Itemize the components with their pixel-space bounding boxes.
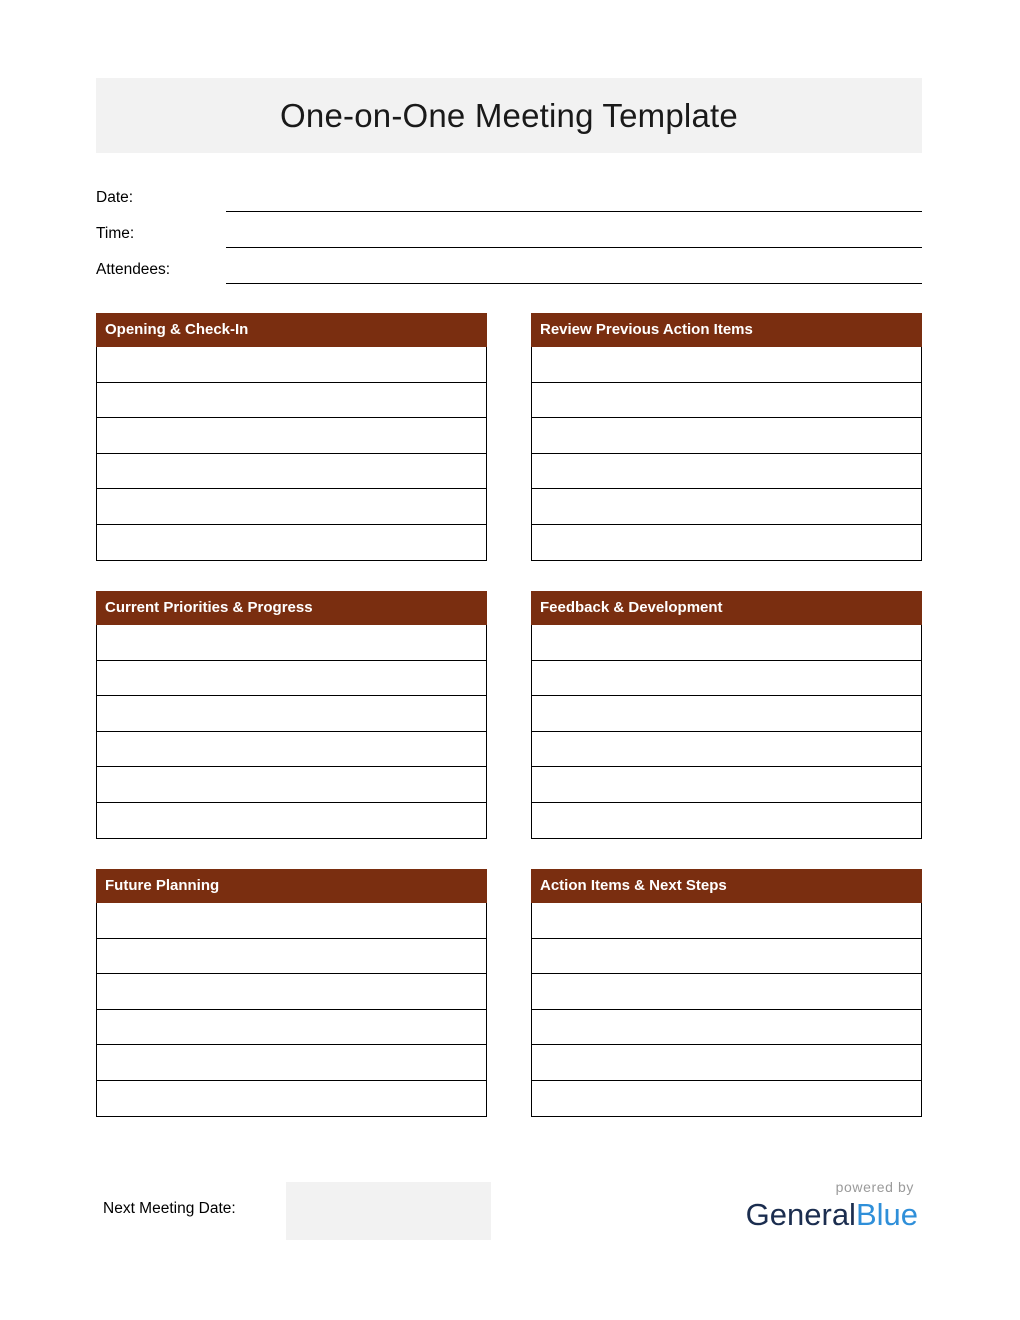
section-writing-rows	[96, 625, 487, 839]
meta-row-time	[96, 212, 922, 248]
section-title: Feedback & Development	[531, 591, 922, 625]
table-row[interactable]	[97, 347, 486, 383]
table-row[interactable]	[532, 661, 921, 697]
section-current-priorities-progress	[96, 591, 487, 839]
section-feedback-development	[531, 591, 922, 839]
table-row[interactable]	[532, 418, 921, 454]
table-row[interactable]	[532, 383, 921, 419]
table-row[interactable]	[97, 803, 486, 839]
date-input-line[interactable]	[226, 183, 922, 212]
table-row[interactable]	[532, 939, 921, 975]
powered-by-label: powered by	[835, 1179, 914, 1195]
attendees-label: Attendees:	[96, 261, 171, 278]
table-row[interactable]	[97, 418, 486, 454]
table-row[interactable]	[97, 1010, 486, 1046]
table-row[interactable]	[97, 489, 486, 525]
section-writing-rows	[531, 903, 922, 1117]
table-row[interactable]	[532, 1010, 921, 1046]
table-row[interactable]	[97, 939, 486, 975]
brand-logo	[662, 1178, 922, 1233]
table-row[interactable]	[532, 803, 921, 839]
table-row[interactable]	[97, 767, 486, 803]
meta-fields	[96, 176, 922, 284]
table-row[interactable]	[532, 903, 921, 939]
table-row[interactable]	[97, 696, 486, 732]
section-title: Action Items & Next Steps	[531, 869, 922, 903]
attendees-input-line[interactable]	[226, 255, 922, 284]
table-row[interactable]	[97, 974, 486, 1010]
table-row[interactable]	[97, 454, 486, 490]
table-row[interactable]	[97, 661, 486, 697]
table-row[interactable]	[97, 1045, 486, 1081]
section-title: Current Priorities & Progress	[96, 591, 487, 625]
table-row[interactable]	[532, 1045, 921, 1081]
section-title: Future Planning	[96, 869, 487, 903]
table-row[interactable]	[532, 767, 921, 803]
table-row[interactable]	[97, 383, 486, 419]
section-writing-rows	[96, 903, 487, 1117]
page-title-banner	[96, 78, 922, 153]
table-row[interactable]	[532, 974, 921, 1010]
sections-row-1	[96, 313, 922, 561]
table-row[interactable]	[532, 347, 921, 383]
table-row[interactable]	[532, 454, 921, 490]
meta-row-date	[96, 176, 922, 212]
next-meeting-date-field[interactable]	[286, 1182, 491, 1240]
table-row[interactable]	[97, 1081, 486, 1117]
section-title: Review Previous Action Items	[531, 313, 922, 347]
section-opening-check-in	[96, 313, 487, 561]
footer	[96, 1178, 922, 1248]
brand-name-first: General	[745, 1197, 856, 1232]
section-title: Opening & Check-In	[96, 313, 487, 347]
brand-name	[662, 1197, 918, 1233]
date-label: Date:	[96, 189, 134, 206]
section-action-items-next-steps	[531, 869, 922, 1117]
table-row[interactable]	[532, 525, 921, 561]
page-title: One-on-One Meeting Template	[280, 96, 738, 134]
section-writing-rows	[531, 625, 922, 839]
table-row[interactable]	[97, 732, 486, 768]
section-writing-rows	[531, 347, 922, 561]
table-row[interactable]	[97, 625, 486, 661]
section-future-planning	[96, 869, 487, 1117]
time-input-line[interactable]	[226, 219, 922, 248]
table-row[interactable]	[532, 489, 921, 525]
table-row[interactable]	[97, 903, 486, 939]
section-review-previous-action-items	[531, 313, 922, 561]
sections-row-2	[96, 591, 922, 839]
table-row[interactable]	[532, 625, 921, 661]
table-row[interactable]	[97, 525, 486, 561]
section-writing-rows	[96, 347, 487, 561]
next-meeting-date-label: Next Meeting Date:	[103, 1200, 236, 1217]
table-row[interactable]	[532, 732, 921, 768]
meta-row-attendees	[96, 248, 922, 284]
table-row[interactable]	[532, 1081, 921, 1117]
time-label: Time:	[96, 225, 135, 242]
table-row[interactable]	[532, 696, 921, 732]
sections-grid	[96, 313, 922, 1147]
sections-row-3	[96, 869, 922, 1117]
brand-name-second: Blue	[855, 1197, 918, 1232]
